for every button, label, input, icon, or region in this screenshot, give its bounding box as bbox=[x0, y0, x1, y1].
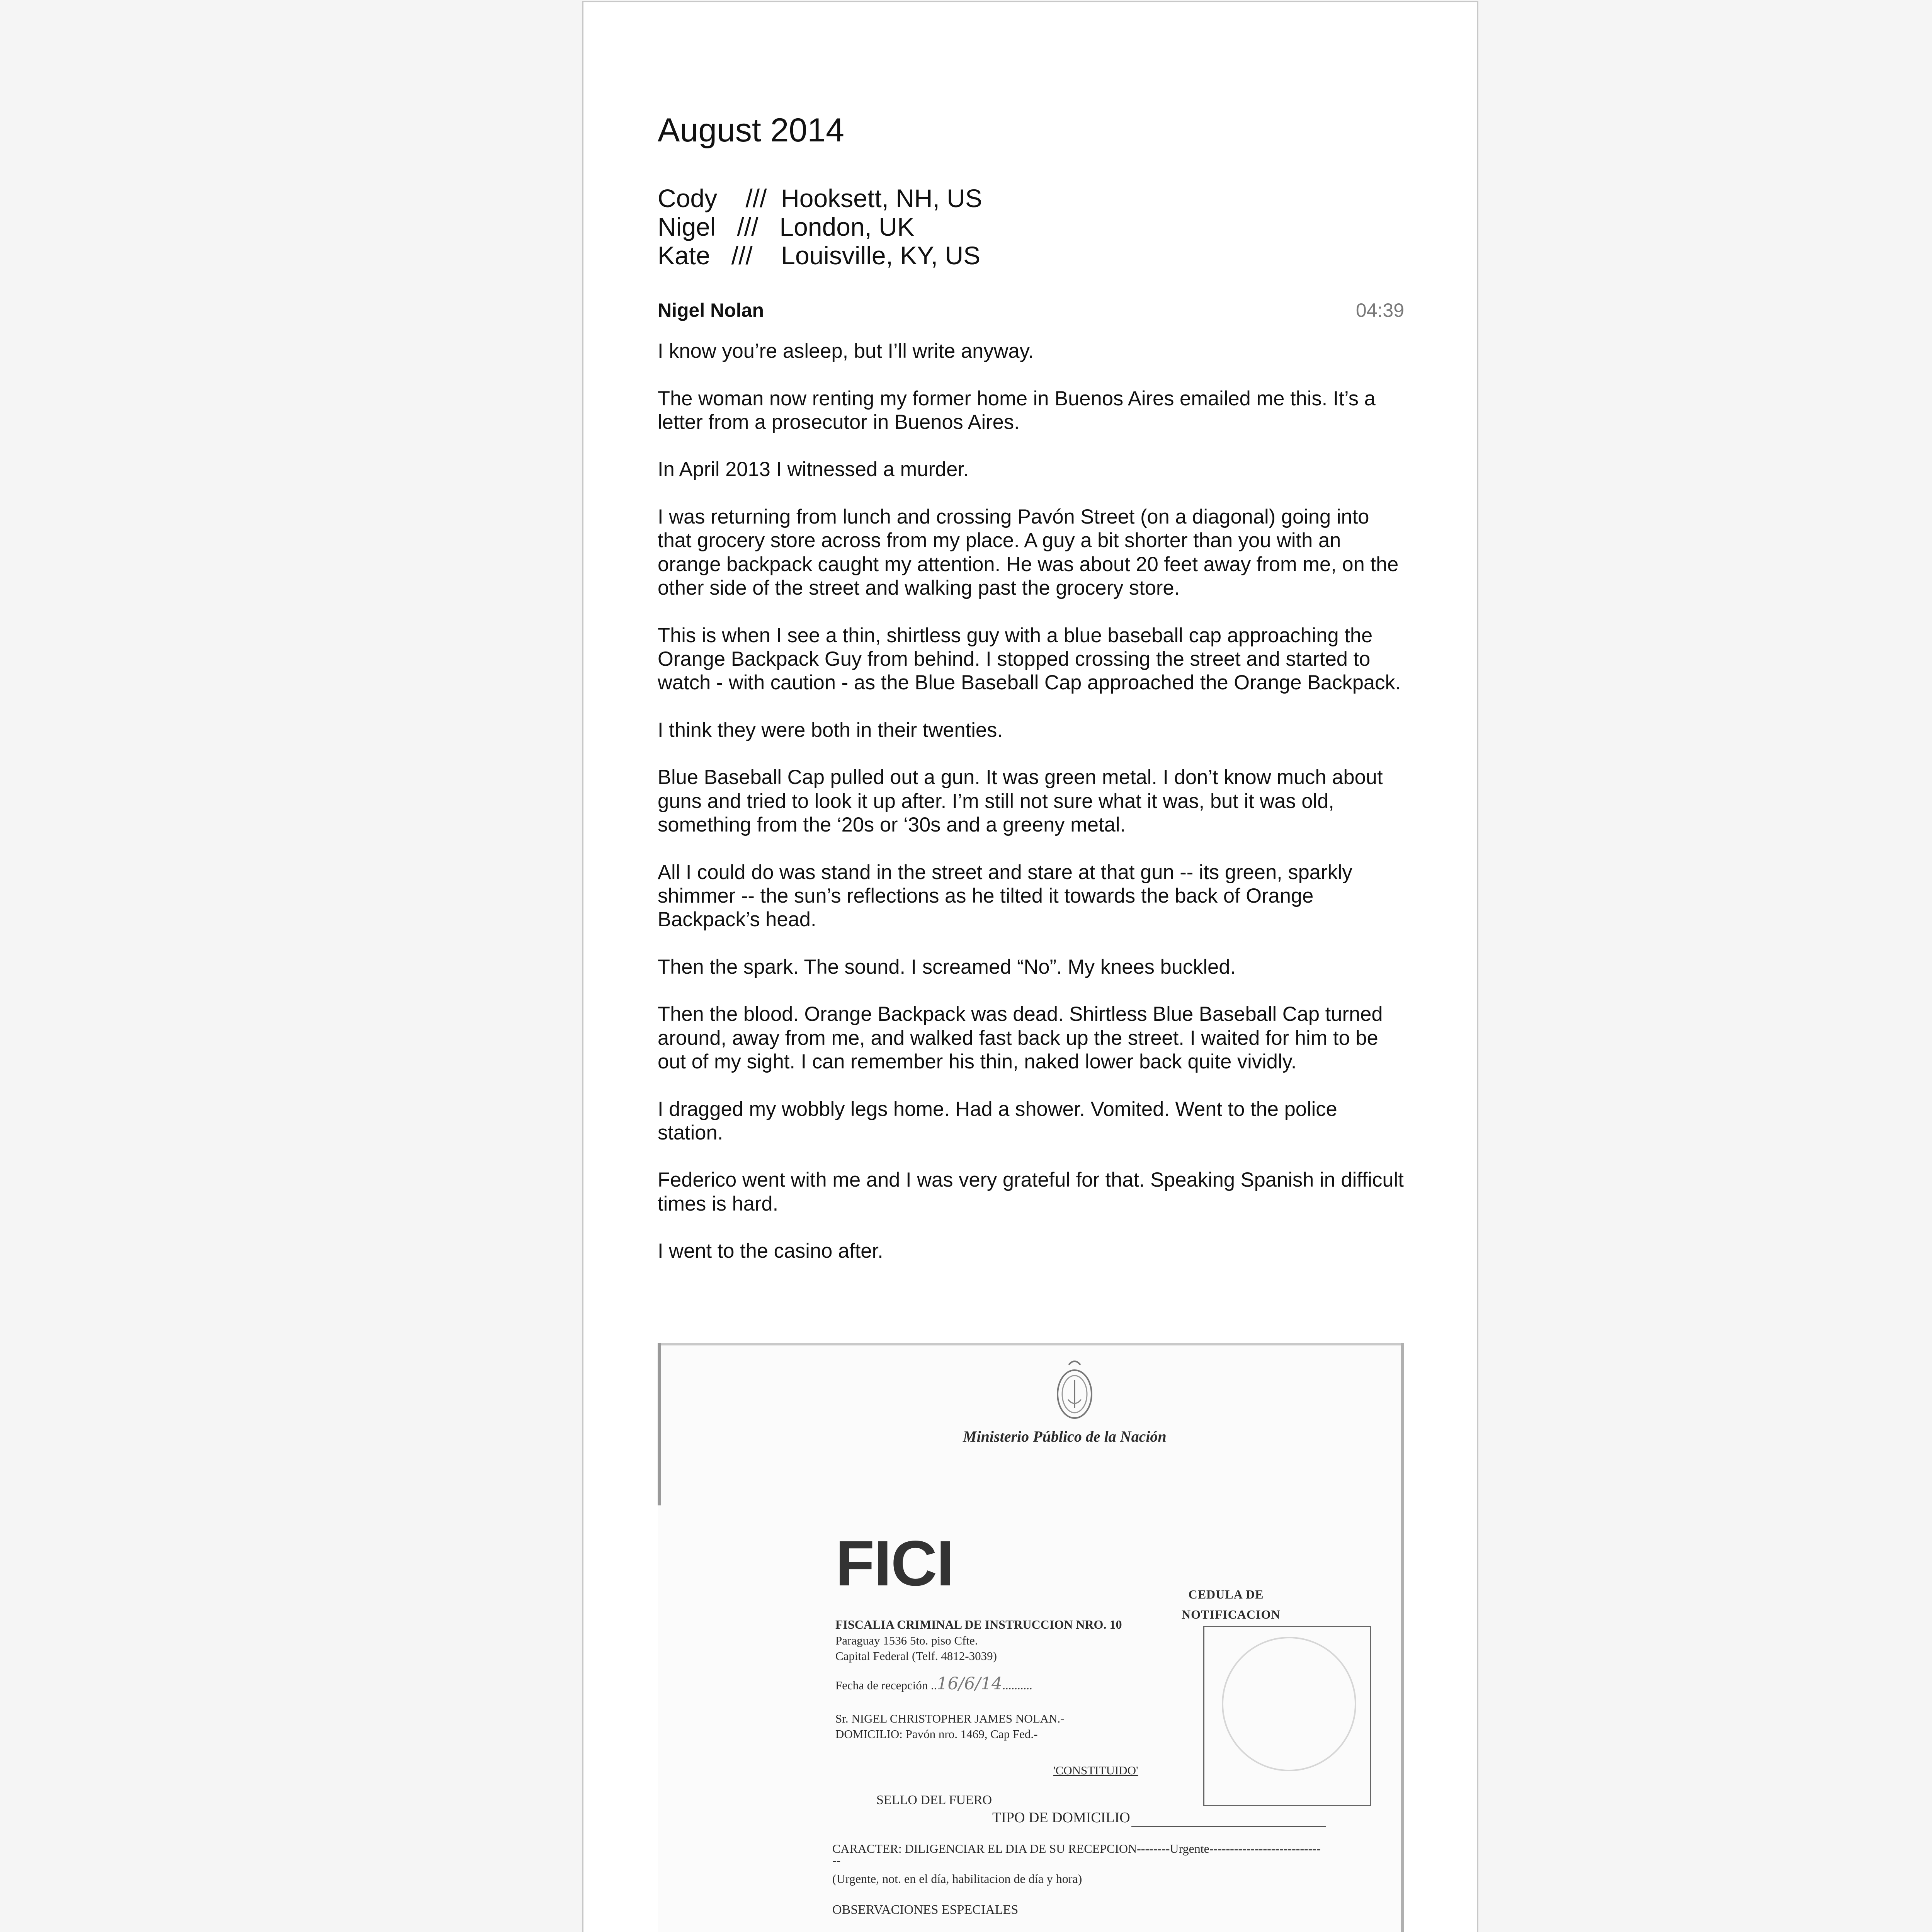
month-heading: August 2014 bbox=[658, 112, 844, 149]
fiscalia-name: FISCALIA CRIMINAL DE INSTRUCCION NRO. 10 bbox=[835, 1617, 1122, 1631]
paragraph: I went to the casino after. bbox=[658, 1240, 883, 1263]
caracter-continuation: -- bbox=[832, 1853, 841, 1867]
reception-date-label: Fecha de recepción bbox=[835, 1679, 928, 1692]
handwritten-signature-icon bbox=[658, 1343, 1404, 1932]
message-body bbox=[658, 339, 1404, 1287]
paragraph: Blue Baseball Cap pulled out a gun. It was green metal. I don’t know much about guns and tried to look it up after. I’m still not sure what it was, but it was old, something from the ‘20s or ‘30s and a greeny metal. bbox=[658, 766, 1383, 836]
paragraph: Federico went with me and I was very grateful for that. Speaking Spanish in difficult times is hard. bbox=[658, 1168, 1404, 1215]
message-time: 04:39 bbox=[1355, 299, 1404, 321]
recipient-address: DOMICILIO: Pavón nro. 1469, Cap Fed.- bbox=[835, 1727, 1038, 1741]
ministry-title: Ministerio Público de la Nación bbox=[963, 1428, 1167, 1445]
participant-cody: Cody /// Hooksett, NH, US bbox=[658, 184, 982, 213]
paragraph: I think they were both in their twenties. bbox=[658, 718, 1003, 742]
paragraph: I was returning from lunch and crossing Pavón Street (on a diagonal) going into that grocery store across from my place. A guy a bit shorter than you with an orange backpack caught my attention. He was about 20 feet away from me, on the other side of the street and walking past the grocery store. bbox=[658, 505, 1399, 599]
recipient-name: Sr. NIGEL CHRISTOPHER JAMES NOLAN.- bbox=[835, 1712, 1065, 1725]
paragraph: I dragged my wobbly legs home. Had a shower. Vomited. Went to the police station. bbox=[658, 1097, 1337, 1144]
paragraph: The woman now renting my former home in Buenos Aires emailed me this. It’s a letter from a prosecutor in Buenos Aires. bbox=[658, 387, 1376, 434]
participant-kate: Kate /// Louisville, KY, US bbox=[658, 241, 981, 270]
message-sheet bbox=[582, 1, 1478, 1932]
reception-date-value: 16/6/14 bbox=[937, 1674, 1003, 1694]
paragraph: All I could do was stand in the street and stare at that gun -- its green, sparkly shimmer -- the sun’s reflections as he tilted it towards the back of Orange Backpack’s head. bbox=[658, 861, 1352, 931]
caracter-line: CARACTER: DILIGENCIAR EL DIA DE SU RECEPCION--------Urgente--------------------------- bbox=[832, 1842, 1321, 1855]
sender-name: Nigel Nolan bbox=[658, 299, 764, 321]
tipo-domicilio-label: TIPO DE DOMICILIO bbox=[992, 1810, 1130, 1826]
reception-date: Fecha de recepción ..16/6/14.......... bbox=[835, 1674, 1032, 1694]
address-line: Paraguay 1536 5to. piso Cfte. bbox=[835, 1634, 978, 1647]
message-meta bbox=[658, 297, 1404, 324]
observaciones-label: OBSERVACIONES ESPECIALES bbox=[832, 1903, 1019, 1917]
cedula-title: CEDULA DE NOTIFICACION bbox=[1182, 1587, 1281, 1621]
participants-list bbox=[658, 184, 982, 270]
constituido-label: 'CONSTITUIDO' bbox=[1053, 1764, 1138, 1777]
urgent-note: (Urgente, not. en el día, habilitacion de día y hora) bbox=[832, 1872, 1082, 1886]
address-line: Capital Federal (Telf. 4812-3039) bbox=[835, 1649, 997, 1663]
fici-logo-text: FICI bbox=[835, 1528, 954, 1599]
paragraph: Then the blood. Orange Backpack was dead. Shirtless Blue Baseball Cap turned around, away from me, and walked fast back up the street. I waited for him to be out of my sight. I can remember his thin, naked lower back quite vividly. bbox=[658, 1003, 1383, 1073]
paragraph: Then the spark. The sound. I screamed “No”. My knees buckled. bbox=[658, 955, 1236, 978]
scanned-letter bbox=[658, 1343, 1404, 1932]
paragraph: In April 2013 I witnessed a murder. bbox=[658, 458, 969, 481]
paragraph: This is when I see a thin, shirtless guy with a blue baseball cap approaching the Orange Backpack Guy from behind. I stopped crossing the street and started to watch - with caution - as the Blue Baseball Cap approached the Orange Backpack. bbox=[658, 624, 1401, 694]
sello-label: SELLO DEL FUERO bbox=[876, 1793, 992, 1807]
participant-nigel: Nigel /// London, UK bbox=[658, 213, 915, 241]
paragraph: I know you’re asleep, but I’ll write anyway. bbox=[658, 340, 1034, 362]
